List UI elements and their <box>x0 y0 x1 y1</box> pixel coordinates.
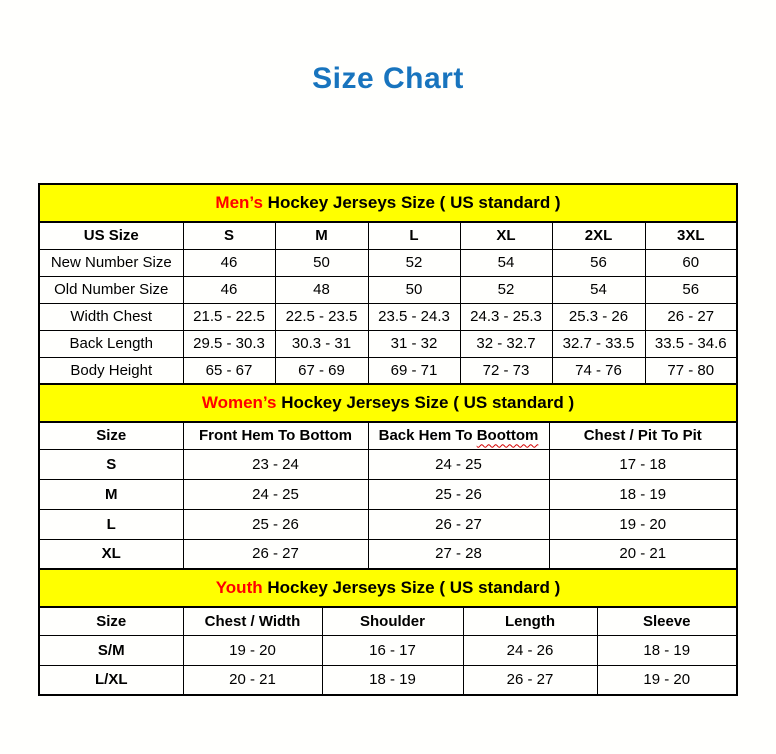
column-header: Sleeve <box>597 607 737 635</box>
misspelled-word-squiggle: Boottom <box>476 427 539 445</box>
table-cell: 31 - 32 <box>368 330 460 357</box>
table-cell: 72 - 73 <box>460 357 552 384</box>
column-header: Front Hem To Bottom <box>183 422 368 449</box>
table-cell: 69 - 71 <box>368 357 460 384</box>
column-header: Size <box>39 422 183 449</box>
womens-banner-text: Hockey Jerseys Size ( US standard ) <box>276 393 575 412</box>
table-cell: 65 - 67 <box>183 357 275 384</box>
page-title: Size Chart <box>312 62 464 95</box>
table-cell: 24.3 - 25.3 <box>460 303 552 330</box>
row-label: S <box>39 449 183 479</box>
table-cell: 56 <box>645 276 737 303</box>
row-label: M <box>39 479 183 509</box>
mens-section-banner <box>38 183 738 223</box>
mens-header-row <box>39 222 737 249</box>
table-row <box>39 449 737 479</box>
row-label: L/XL <box>39 665 183 695</box>
table-cell: 26 - 27 <box>368 509 549 539</box>
column-header: 3XL <box>645 222 737 249</box>
youth-banner-text: Hockey Jerseys Size ( US standard ) <box>262 578 561 597</box>
table-row <box>39 635 737 665</box>
table-cell: 21.5 - 22.5 <box>183 303 275 330</box>
table-cell: 56 <box>552 249 645 276</box>
table-cell: 46 <box>183 249 275 276</box>
column-header: Size <box>39 607 183 635</box>
column-header: M <box>275 222 368 249</box>
table-row <box>39 330 737 357</box>
womens-size-table <box>38 421 738 570</box>
column-header: Shoulder <box>322 607 463 635</box>
row-label: Old Number Size <box>39 276 183 303</box>
table-row <box>39 665 737 695</box>
table-cell: 46 <box>183 276 275 303</box>
table-cell: 18 - 19 <box>597 635 737 665</box>
table-cell: 77 - 80 <box>645 357 737 384</box>
youth-section-banner <box>38 568 738 608</box>
table-cell: 26 - 27 <box>463 665 597 695</box>
column-header: XL <box>460 222 552 249</box>
table-cell: 26 - 27 <box>645 303 737 330</box>
row-label: XL <box>39 539 183 569</box>
womens-header-row <box>39 422 737 449</box>
table-cell: 27 - 28 <box>368 539 549 569</box>
table-cell: 32.7 - 33.5 <box>552 330 645 357</box>
youth-header-row <box>39 607 737 635</box>
table-cell: 25 - 26 <box>183 509 368 539</box>
table-cell: 50 <box>368 276 460 303</box>
youth-size-table <box>38 606 738 696</box>
table-cell: 23.5 - 24.3 <box>368 303 460 330</box>
column-header: Chest / Width <box>183 607 322 635</box>
table-row <box>39 249 737 276</box>
table-cell: 22.5 - 23.5 <box>275 303 368 330</box>
table-cell: 19 - 20 <box>183 635 322 665</box>
column-header-text: Back Hem To <box>378 427 477 445</box>
table-row <box>39 276 737 303</box>
mens-size-table <box>38 221 738 385</box>
table-cell: 24 - 25 <box>183 479 368 509</box>
table-row <box>39 357 737 384</box>
column-header: S <box>183 222 275 249</box>
column-header <box>368 422 549 449</box>
mens-banner-highlight: Men’s <box>215 193 263 212</box>
table-cell: 33.5 - 34.6 <box>645 330 737 357</box>
column-header: 2XL <box>552 222 645 249</box>
youth-banner-highlight: Youth <box>215 578 263 597</box>
column-header: L <box>368 222 460 249</box>
table-cell: 20 - 21 <box>183 665 322 695</box>
column-header: Chest / Pit To Pit <box>549 422 737 449</box>
table-cell: 30.3 - 31 <box>275 330 368 357</box>
table-cell: 18 - 19 <box>322 665 463 695</box>
table-cell: 60 <box>645 249 737 276</box>
table-cell: 18 - 19 <box>549 479 737 509</box>
table-cell: 52 <box>368 249 460 276</box>
table-row <box>39 539 737 569</box>
table-cell: 23 - 24 <box>183 449 368 479</box>
table-cell: 24 - 26 <box>463 635 597 665</box>
table-row <box>39 509 737 539</box>
row-label: S/M <box>39 635 183 665</box>
table-cell: 54 <box>552 276 645 303</box>
row-label: Back Length <box>39 330 183 357</box>
table-row <box>39 303 737 330</box>
table-cell: 17 - 18 <box>549 449 737 479</box>
womens-banner-highlight: Women’s <box>201 393 277 412</box>
table-cell: 32 - 32.7 <box>460 330 552 357</box>
size-chart <box>38 183 738 696</box>
row-label: New Number Size <box>39 249 183 276</box>
table-cell: 25.3 - 26 <box>552 303 645 330</box>
column-header: US Size <box>39 222 183 249</box>
table-cell: 48 <box>275 276 368 303</box>
table-cell: 19 - 20 <box>549 509 737 539</box>
column-header: Length <box>463 607 597 635</box>
row-label: Width Chest <box>39 303 183 330</box>
mens-banner-text: Hockey Jerseys Size ( US standard ) <box>262 193 561 212</box>
table-row <box>39 479 737 509</box>
table-cell: 19 - 20 <box>597 665 737 695</box>
womens-section-banner <box>38 383 738 423</box>
table-cell: 50 <box>275 249 368 276</box>
table-cell: 29.5 - 30.3 <box>183 330 275 357</box>
table-cell: 54 <box>460 249 552 276</box>
table-cell: 67 - 69 <box>275 357 368 384</box>
table-cell: 74 - 76 <box>552 357 645 384</box>
table-cell: 24 - 25 <box>368 449 549 479</box>
table-cell: 16 - 17 <box>322 635 463 665</box>
table-cell: 52 <box>460 276 552 303</box>
row-label: Body Height <box>39 357 183 384</box>
row-label: L <box>39 509 183 539</box>
table-cell: 26 - 27 <box>183 539 368 569</box>
table-cell: 25 - 26 <box>368 479 549 509</box>
table-cell: 20 - 21 <box>549 539 737 569</box>
